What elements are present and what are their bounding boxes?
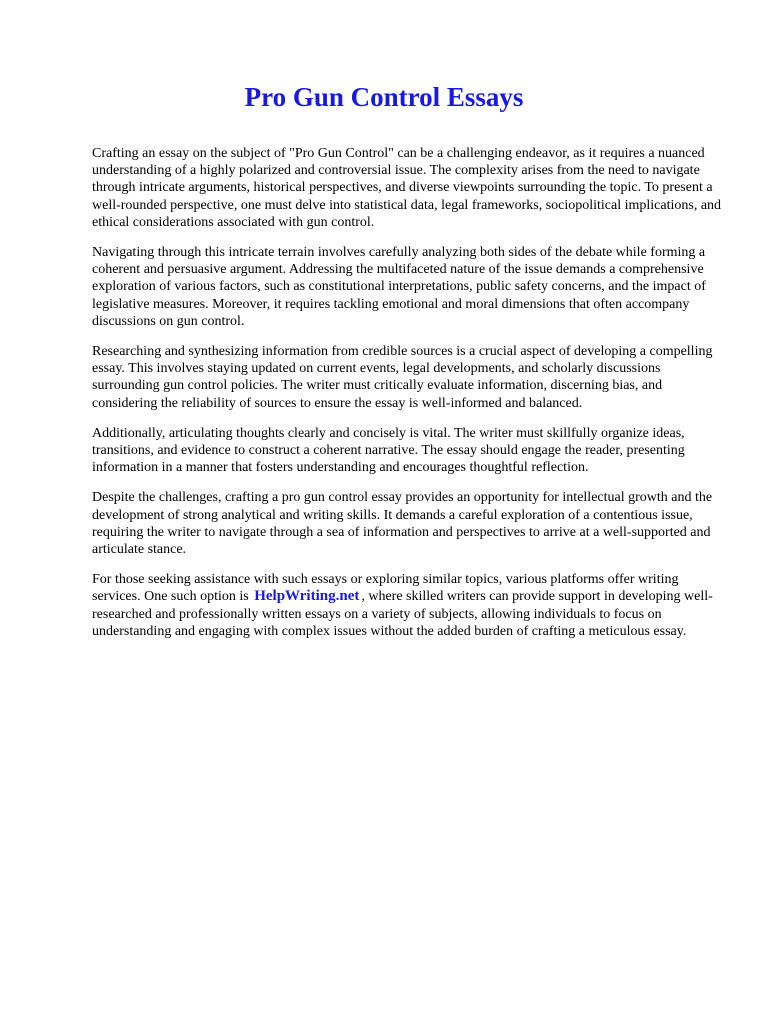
page-title: Pro Gun Control Essays: [244, 82, 524, 112]
helpwriting-link[interactable]: HelpWriting.net: [254, 588, 360, 605]
paragraph-6-before-link: For those seeking assistance with such essays or exploring similar topics, various platforms offer writing services. One such option is: [92, 572, 679, 605]
paragraph-1: Crafting an essay on the subject of "Pro Gun Control" can be a challenging endeavor, as it requires a nuanced understanding of a highly polarized and controversial issue. The complexity arises from the need to navigate through intricate arguments, historical perspectives, and diverse viewpoints surrounding the topic. To present a well-rounded perspective, one must delve into statistical data, legal frameworks, sociopolitical implications, and ethical considerations associated with gun control.: [92, 146, 722, 230]
paragraph-2: Navigating through this intricate terrain involves carefully analyzing both sides of the debate while forming a coherent and persuasive argument. Addressing the multifaceted nature of the issue demands a comprehensive exploration of various factors, such as constitutional interpretations, public safety concerns, and the impact of legislative measures. Moreover, it requires tackling emotional and moral dimensions that often accompany discussions on gun control.: [92, 245, 706, 329]
paragraph-4: Additionally, articulating thoughts clearly and concisely is vital. The writer must skillfully organize ideas, transitions, and evidence to construct a coherent narrative. The essay should engage the reader, presenting information in a manner that fosters understanding and encourages thoughtful reflection.: [92, 425, 685, 476]
paragraph-6: [92, 571, 728, 640]
essay-body: [92, 145, 728, 653]
paragraph-3: Researching and synthesizing information from credible sources is a crucial aspect of developing a compelling essay. This involves staying updated on current events, legal developments, and scholarly discussions surrounding gun control policies. The writer must critically evaluate information, discerning bias, and considering the reliability of sources to ensure the essay is well-informed and balanced.: [92, 344, 713, 411]
paragraph-5: Despite the challenges, crafting a pro gun control essay provides an opportunity for intellectual growth and the development of strong analytical and writing skills. It demands a careful exploration of a contentious issue, requiring the writer to navigate through a sea of information and perspectives to arrive at a well-supported and articulate stance.: [92, 490, 713, 558]
paragraph-6-after-link: , where skilled writers can provide support in developing well-researched and professionally written essays on a variety of subjects, allowing individuals to focus on understanding and engaging with complex issues without the added burden of crafting a meticulous essay.: [92, 589, 713, 639]
